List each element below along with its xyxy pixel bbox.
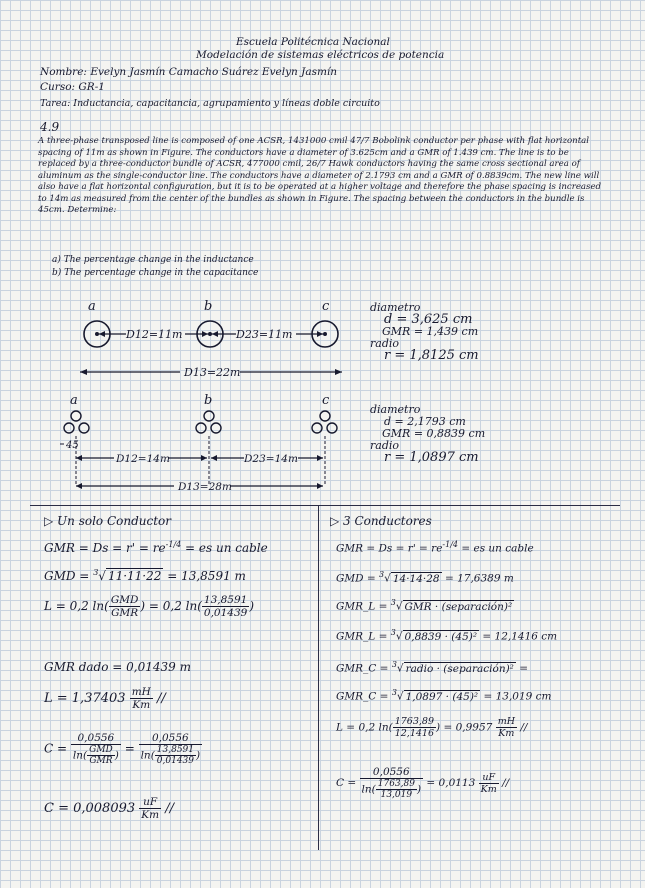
right-eq-capacitance: C = 0,0556 ln( $\frac{1763,89}{13,019}$ ) = 0,0113 $\frac{uF}{Km}$ // [336, 766, 510, 800]
figure-top-d12: D12=11m [126, 328, 183, 341]
bundle-c [312, 411, 337, 433]
right-eq-inductance: L = 0,2 ln( $\frac{1763,89}{12,1416}$ ) = 0,9957 $\frac{mH}{Km}$ // [336, 716, 528, 739]
notes-top-radius: r = 1,8125 cm [384, 348, 479, 363]
assignment-topic: Tarea: Inductancia, capacitancia, agrupamiento y líneas doble circuito [40, 98, 380, 109]
figure-bottom-spacing: 45 [66, 440, 79, 451]
figure-bottom-label-b: b [204, 393, 213, 408]
course-value: GR-1 [78, 81, 105, 93]
figure-top-label-c: c [322, 299, 330, 314]
subject-title: Modelación de sistemas eléctricos de potencia [196, 49, 445, 61]
notes-bottom-diameter: d = 2,1793 cm [384, 415, 466, 428]
notes-bottom-radius: r = 1,0897 cm [384, 450, 479, 465]
problem-number: 4.9 [40, 120, 60, 134]
problem-part-b: b) The percentage change in the capacitance [52, 268, 259, 278]
figure-top-d23: D23=11m [236, 328, 293, 341]
notes-top-gmr: GMR = 1,439 cm [382, 325, 479, 338]
notes-bottom-title: diametro [370, 403, 421, 416]
notes-top-title: diametro [370, 301, 421, 314]
problem-statement: A three-phase transposed line is composed of one ACSR, 1431000 cmil 47/7 Bobolink conductor per phase with flat horizontal spacing of 11m as shown in Figure. The conductors have a diameter of 3.625cm and a GMR of 1.439 cm. The line is to be replaced by a three-conductor bundle of ACSR, 477000 cmil, 26/7 Hawk conductors having the same cross sectional area of aluminum as the single-conductor line. The conductors have a diameter of 2.1793 cm and a GMR of 0.8839cm. The new line will also have a flat horizontal configuration, but it is to be operated at a higher voltage and therefore the phase spacing is increased to 14m as measured from the center of the bundles as shown in Figure. The spacing between the conductors in the bundle is 45cm. Determine: [38, 136, 602, 215]
right-eq-gmrc-result: GMR_C = $^3$√ 1,0897 · (45)² = 13,019 cm [336, 688, 552, 703]
right-section-title: ▷ 3 Conductores [330, 514, 432, 528]
bundle-conductor-figure [60, 390, 360, 500]
student-name: Evelyn Jasmín Camacho Suárez Evelyn Jasmín [90, 66, 338, 78]
bundle-a [64, 411, 89, 433]
name-label: Nombre: [40, 66, 87, 78]
right-eq-gmrc-formula: GMR_C = $^3$√ radio · (separación)² = [336, 660, 529, 675]
single-conductor-figure [60, 292, 360, 392]
figure-bottom-d13: D13=28m [178, 481, 232, 493]
left-eq-gmr: GMR = $Ds = r' = re^{-1/4}$ = es un cable [44, 540, 268, 555]
figure-top-label-a: a [88, 299, 96, 314]
left-eq-inductance-result: L = 1,37403 $\frac{mH}{Km}$ // [44, 686, 166, 711]
notes-bottom-gmr: GMR = 0,8839 cm [382, 427, 486, 440]
course-line [40, 81, 105, 93]
notes-bottom-radio-label: radio [370, 439, 399, 452]
school-name: Escuela Politécnica Nacional [236, 36, 390, 48]
figure-bottom-label-c: c [322, 393, 330, 408]
notes-top-radio-label: radio [370, 337, 399, 350]
course-label: Curso: [40, 81, 76, 93]
notes-bundle-conductor [370, 404, 485, 464]
figure-top-label-b: b [204, 299, 213, 314]
right-eq-gmd: GMD = $^3$√ 14·14·28 = 17,6389 m [336, 570, 514, 585]
figure-top-d13: D13=22m [184, 366, 241, 379]
figure-bottom-d23: D23=14m [244, 453, 298, 465]
bundle-b [196, 411, 221, 433]
left-eq-capacitance-formula: C = 0,0556 ln( $\frac{\text{GMD}}{\text{GMR}}$ ) = 0,0556 ln( $\frac{13,8591}{0,01439}$ ) [44, 732, 201, 766]
left-eq-gmr-given: GMR dado = 0,01439 m [44, 660, 191, 674]
right-eq-gmrl-formula: GMR_L = $^3$√ GMR · (separación)² [336, 598, 513, 613]
right-eq-gmr: GMR = $Ds = r' = re^{-1/4}$ = es un cable [336, 540, 534, 555]
figure-bottom-d12: D12=14m [116, 453, 170, 465]
section-divider-horizontal [30, 505, 620, 506]
problem-part-a: a) The percentage change in the inductance [52, 255, 254, 265]
right-eq-gmrl-result: GMR_L = $^3$√ 0,8839 · (45)² = 12,1416 cm [336, 628, 558, 643]
left-section-title: ▷ Un solo Conductor [44, 514, 172, 528]
section-divider-vertical [318, 505, 319, 850]
left-eq-gmd: GMD = $^3$√ 11·11·22 = 13,8591 m [44, 568, 246, 583]
notes-single-conductor [370, 302, 479, 362]
left-eq-capacitance-result: C = 0,008093 $\frac{uF}{Km}$ // [44, 796, 174, 821]
notes-top-diameter: d = 3,625 cm [384, 312, 473, 327]
figure-bottom-label-a: a [70, 393, 78, 408]
left-eq-inductance-formula: L = 0,2 ln( $\frac{\text{GMD}}{\text{GMR}}$ ) = 0,2 ln( $\frac{13,8591}{0,01439}$ ) [44, 594, 255, 619]
name-line [40, 66, 337, 78]
